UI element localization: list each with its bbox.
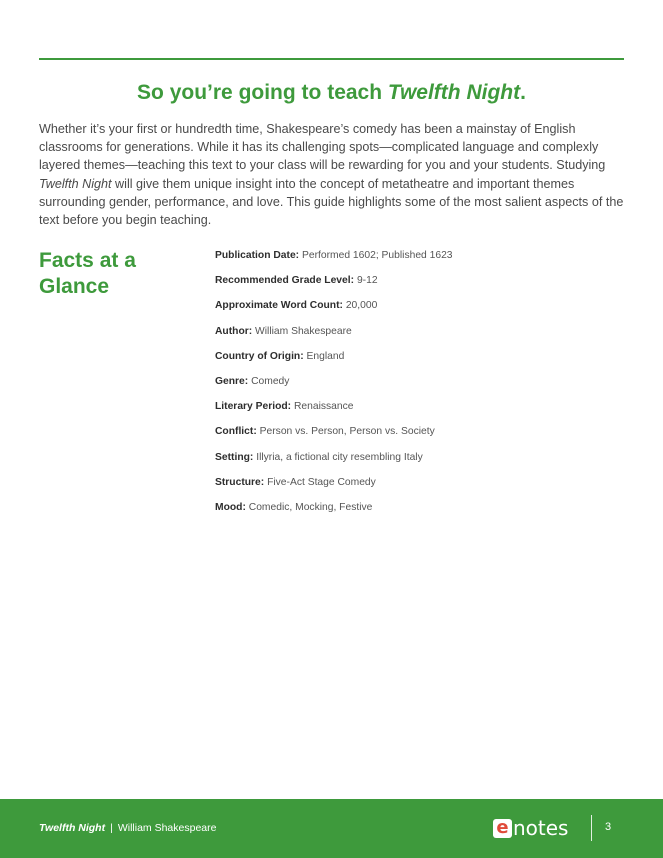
fact-label: Genre: [215, 375, 249, 387]
top-divider [39, 58, 624, 60]
fact-conflict [215, 425, 635, 450]
fact-value: Illyria, a fictional city resembling Italy [256, 451, 423, 463]
footer-book-title: Twelfth Night [39, 822, 106, 834]
fact-label: Author: [215, 325, 253, 337]
title-book: Twelfth Night [387, 81, 521, 104]
fact-publication-date [215, 249, 635, 274]
fact-word-count [215, 299, 635, 324]
logo-wordmark: notes [513, 816, 569, 840]
fact-author [215, 325, 635, 350]
footer-title [39, 822, 216, 834]
fact-label: Conflict: [215, 426, 257, 438]
fact-label: Approximate Word Count: [215, 300, 343, 312]
fact-label: Setting: [215, 451, 254, 463]
facts-heading: Facts at a Glance [39, 249, 136, 298]
fact-value: Renaissance [293, 401, 354, 413]
footer-bar [0, 799, 663, 858]
fact-grade-level [215, 274, 635, 299]
title-suffix: . [520, 81, 526, 104]
fact-genre [215, 375, 635, 400]
fact-value: Five-Act Stage Comedy [267, 476, 376, 488]
title-prefix: So you’re going to teach [137, 81, 388, 104]
fact-value: Comedy [251, 375, 290, 387]
fact-structure [215, 476, 635, 501]
footer-divider [591, 815, 592, 841]
enotes-logo[interactable] [493, 817, 568, 839]
fact-value: Comedic, Mocking, Festive [248, 501, 373, 513]
fact-value: Person vs. Person, Person vs. Society [259, 426, 435, 438]
fact-literary-period [215, 400, 635, 425]
fact-label: Recommended Grade Level: [215, 275, 355, 287]
fact-value: 9-12 [356, 275, 378, 287]
fact-label: Publication Date: [215, 250, 300, 261]
fact-value: England [306, 350, 345, 362]
intro-book-title: Twelfth Night [39, 176, 112, 191]
fact-label: Structure: [215, 476, 265, 488]
footer-separator: | [110, 822, 113, 834]
fact-label: Mood: [215, 501, 246, 513]
facts-list [215, 249, 635, 526]
fact-value: Performed 1602; Published 1623 [301, 250, 453, 261]
intro-paragraph [39, 120, 629, 229]
fact-label: Country of Origin: [215, 350, 304, 362]
fact-setting [215, 451, 635, 476]
fact-mood [215, 501, 635, 526]
logo-e-icon: e [493, 819, 512, 838]
intro-text-part2: will give them unique insight into the concept of metatheatre and important themes surrounding gender, performance, and love. This guide highlights some of the most salient aspects of the text before you begin teaching. [39, 176, 624, 228]
fact-label: Literary Period: [215, 401, 292, 413]
fact-value: 20,000 [345, 300, 378, 312]
footer-author: William Shakespeare [117, 822, 217, 834]
page-number: 3 [605, 821, 612, 833]
fact-country [215, 350, 635, 375]
page-title [0, 79, 663, 107]
intro-text-part1: Whether it’s your first or hundredth time, Shakespeare’s comedy has been a mainstay of English classrooms for generations. While it has its challenging spots—complicated language and complexly layered themes—teaching this text to your class will be rewarding for you and your students. Studying [39, 122, 606, 173]
fact-value: William Shakespeare [255, 325, 352, 337]
